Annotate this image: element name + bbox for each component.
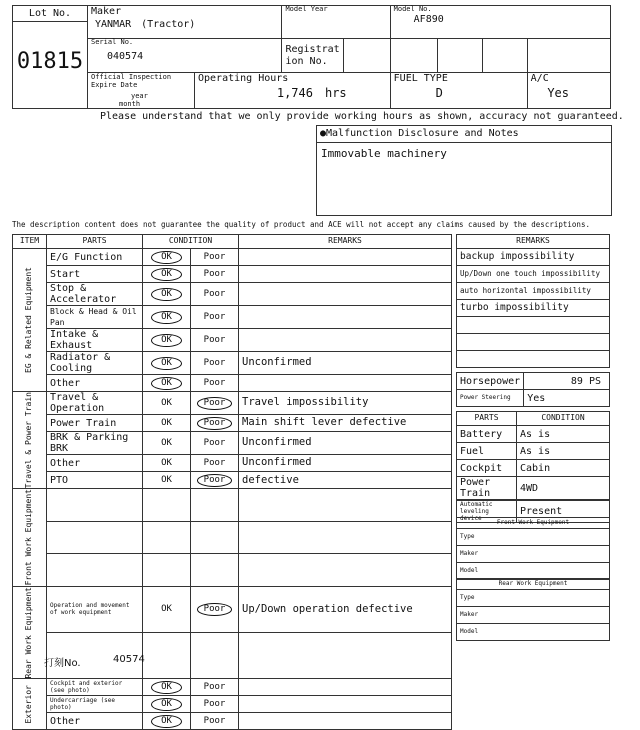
condition-ok: OK [151,377,182,390]
condition-poor-cell [191,432,239,455]
lot-cell [13,6,88,109]
table-row [13,713,452,730]
condition-ok: OK [161,398,172,409]
part-cell [47,266,143,283]
condition-ok-cell [143,489,191,521]
part-label: Start [50,268,81,280]
spec-part-label: Battery [457,426,517,443]
part-cell [47,455,143,472]
rear-type-label: Type [457,590,610,607]
rear-model-label: Model [457,624,610,641]
maker-value: YANMAR (Tractor) [95,19,196,30]
condition-poor-cell [191,713,239,730]
part-label: Cockpit and exterior (see photo) [50,680,123,695]
remark-cell: Unconfirmed [239,352,452,375]
specs-parts-table [456,411,610,500]
remark-cell [239,632,452,678]
model-year-cell [282,6,390,39]
part-label: Other [50,715,81,727]
condition-ok-cell [143,455,191,472]
condition-poor: Poor [197,603,233,616]
remark-cell [239,713,452,730]
part-label: BRK & Parking BRK [50,432,129,455]
hours-disclaimer: Please understand that we only provide working hours as shown, accuracy not guaranteed. [100,111,624,122]
table-row [13,586,452,632]
condition-ok: OK [161,418,172,429]
condition-poor-cell [191,375,239,392]
front-maker-label: Maker [457,546,610,563]
condition-ok-cell [143,329,191,352]
side-remarks-title: REMARKS [457,235,610,249]
header-condition: CONDITION [143,235,239,249]
condition-poor: Poor [203,358,226,369]
condition-ok: OK [151,681,182,694]
condition-ok-cell [143,306,191,329]
part-cell [47,249,143,266]
malfunction-text: Immovable machinery [321,147,447,160]
condition-ok: OK [151,251,182,264]
condition-poor-cell [191,283,239,306]
ac-value: Yes [547,86,569,100]
condition-ok-cell [143,679,191,696]
part-cell [47,432,143,455]
reg-box-2 [390,39,437,73]
side-remark-item: Up/Down one touch impossibility [457,266,610,283]
remark-cell [239,696,452,713]
item-group-cell [13,249,47,392]
table-row [13,306,452,329]
condition-ok: OK [151,268,182,281]
condition-poor: Poor [203,458,226,469]
condition-ok: OK [161,458,172,469]
condition-poor: Poor [203,716,226,727]
condition-ok-cell [143,632,191,678]
condition-poor-cell [191,632,239,678]
item-group-label: Rear Work Equipment [24,586,34,679]
condition-poor: Poor [203,682,226,693]
condition-ok-cell [143,392,191,415]
remark-cell [239,489,452,521]
serial-value: 040574 [107,50,144,62]
condition-ok-cell [143,352,191,375]
auto-leveling-value: Present [517,501,610,523]
part-label: Block & Head & Oil Pan [50,307,137,327]
month-label: month [119,99,141,108]
condition-poor: Poor [203,269,226,280]
serial-label: Serial No. [91,38,134,46]
part-cell [47,586,143,632]
remark-cell: Up/Down operation defective [239,586,452,632]
item-group-cell [13,586,47,679]
front-equipment-title: Front Work Equipment [457,518,610,529]
condition-ok-cell [143,521,191,553]
spec-part-value: 4WD [517,477,610,500]
condition-poor-cell [191,554,239,586]
model-no-label: Model No. [393,5,432,13]
inspection-label: Official Inspection Expire Date [91,73,172,89]
condition-poor: Poor [203,312,226,323]
side-remark-item [457,317,610,334]
header-remarks: REMARKS [239,235,452,249]
front-model-label: Model [457,563,610,580]
part-cell [47,306,143,329]
condition-ok: OK [151,288,182,301]
remark-cell: defective [239,472,452,489]
part-cell [47,375,143,392]
condition-ok-cell [143,249,191,266]
table-row [13,455,452,472]
item-group-label: Exterior [24,684,34,724]
part-cell [47,554,143,586]
item-group-cell [13,489,47,586]
condition-ok-cell [143,472,191,489]
table-row [13,266,452,283]
condition-poor-cell [191,696,239,713]
registration-label-cell [282,39,343,73]
hours-label: Operating Hours [198,73,289,84]
condition-poor: Poor [203,289,226,300]
remark-cell: Unconfirmed [239,455,452,472]
condition-ok: OK [161,438,172,449]
specs-parts-label: PARTS [457,412,517,426]
model-no-cell [390,6,610,39]
condition-poor: Poor [197,417,233,430]
malfunction-title: ●Malfunction Disclosure and Notes [317,126,611,143]
table-row [13,392,452,415]
lot-label: Lot No. [13,6,87,22]
side-remark-item: backup impossibility [457,249,610,266]
condition-ok-cell [143,432,191,455]
registration-label: Registrat ion No. [285,43,340,67]
auto-leveling-label: Automatic leveling device [457,501,517,523]
spec-part-label: Cockpit [457,460,517,477]
table-row [13,415,452,432]
power-steering-label: Power Steering [457,390,524,407]
hours-value: 1,746 hrs [276,86,347,100]
malfunction-box [316,125,612,216]
ac-label: A/C [530,73,549,84]
remark-cell [239,521,452,553]
condition-poor-cell [191,472,239,489]
table-row [13,554,452,586]
description-disclaimer: The description content does not guarantee the quality of product and ACE will not accept any claims caused by the descriptions. [12,220,590,229]
reg-box-3 [437,39,482,73]
remark-cell [239,249,452,266]
condition-poor: Poor [203,335,226,346]
fuel-value: D [435,86,443,100]
specs-table [456,372,610,407]
remark-cell [239,554,452,586]
maker-label: Maker [91,6,122,17]
remark-cell [239,283,452,306]
part-label: Undercarriage (see photo) [50,697,116,712]
side-remark-item: auto horizontal impossibility [457,283,610,300]
power-steering-value: Yes [524,390,610,407]
remark-cell: Main shift lever defective [239,415,452,432]
specs-condition-label: CONDITION [517,412,610,426]
spec-part-value: As is [517,426,610,443]
part-cell [47,679,143,696]
condition-poor-cell [191,249,239,266]
lot-number: 01815 [16,49,84,74]
part-label: E/G Function [50,251,123,263]
condition-poor: Poor [203,252,226,263]
remark-cell: Travel impossibility [239,392,452,415]
table-row [13,249,452,266]
condition-ok-cell [143,266,191,283]
spec-part-label: Fuel [457,443,517,460]
table-row [13,432,452,455]
side-remark-item: turbo impossibility [457,300,610,317]
condition-ok: OK [151,311,182,324]
item-group-cell [13,679,47,730]
condition-poor-cell [191,521,239,553]
rear-equipment-table [456,578,610,641]
spec-part-label: Power Train [457,477,517,500]
inspection-cell [88,73,195,109]
table-row [13,472,452,489]
part-cell [47,283,143,306]
part-cell [47,713,143,730]
condition-poor-cell [191,489,239,521]
part-cell [47,489,143,521]
model-no-value: AF890 [413,13,444,25]
serial-cell [88,39,282,73]
front-equipment-table [456,517,610,580]
table-row [13,679,452,696]
condition-ok: OK [151,698,182,711]
table-row [13,329,452,352]
part-label: Other [50,457,81,469]
condition-ok: OK [151,334,182,347]
condition-ok-cell [143,713,191,730]
front-type-label: Type [457,529,610,546]
condition-poor-cell [191,455,239,472]
condition-ok: OK [151,357,182,370]
condition-poor-cell [191,679,239,696]
part-cell [47,329,143,352]
horsepower-label: Horsepower [457,373,524,390]
part-label: Travel & Operation [50,392,105,415]
remark-cell [239,306,452,329]
part-label: Operation and movement of work equipment [50,602,130,617]
condition-poor-cell [191,415,239,432]
remark-cell: Unconfirmed [239,432,452,455]
spec-part-value: As is [517,443,610,460]
condition-poor-cell [191,306,239,329]
part-label: Other [50,377,81,389]
rear-equipment-title: Rear Work Equipment [457,579,610,590]
table-row [13,375,452,392]
condition-poor: Poor [203,438,226,449]
remark-cell [239,375,452,392]
hours-cell [195,73,391,109]
part-label: Power Train [50,417,117,429]
header-parts: PARTS [47,235,143,249]
part-cell [47,521,143,553]
remark-cell [239,329,452,352]
part-cell [47,472,143,489]
part-label: Stop & Accelerator [50,283,117,305]
table-row [13,696,452,713]
condition-ok-cell [143,586,191,632]
rear-maker-label: Maker [457,607,610,624]
fuel-label: FUEL TYPE [393,73,448,84]
year-label: year [131,92,148,100]
condition-poor: Poor [197,474,233,487]
item-group-label: Front Work Equipment [24,489,34,586]
fuel-cell [390,73,527,109]
part-label: PTO [50,474,69,486]
header-item: ITEM [13,235,47,249]
side-remark-item [457,334,610,351]
condition-ok: OK [161,604,172,615]
table-row [13,521,452,553]
condition-poor-cell [191,352,239,375]
side-remark-item [457,351,610,368]
table-row [13,489,452,521]
reg-box-4 [482,39,527,73]
maker-cell [88,6,282,39]
condition-poor: Poor [203,378,226,389]
condition-poor-cell [191,266,239,283]
header-table [12,5,611,109]
side-remarks-table [456,234,610,368]
condition-ok: OK [151,715,182,728]
model-year-label: Model Year [285,5,328,13]
part-cell [47,696,143,713]
table-row [13,283,452,306]
remark-cell [239,266,452,283]
part-cell [47,352,143,375]
item-group-label: Travel & Power Train [24,392,34,489]
condition-ok-cell [143,375,191,392]
spec-part-value: Cabin [517,460,610,477]
condition-ok: OK [161,475,172,486]
condition-ok-cell [143,696,191,713]
part-cell [47,415,143,432]
stamp-value: 40574 [113,654,145,665]
condition-ok-cell [143,283,191,306]
condition-poor-cell [191,392,239,415]
condition-ok-cell [143,415,191,432]
remark-cell [239,679,452,696]
part-label: Radiator & Cooling [50,352,111,374]
horsepower-value: 89 PS [524,373,610,390]
part-label: Intake & Exhaust [50,329,99,351]
table-row [13,352,452,375]
condition-poor: Poor [203,699,226,710]
part-cell [47,392,143,415]
condition-poor-cell [191,329,239,352]
condition-poor-cell [191,586,239,632]
reg-box-1 [343,39,390,73]
item-group-label: EG & Related Equipment [24,267,34,373]
item-group-cell [13,392,47,489]
ac-cell [527,73,610,109]
condition-ok-cell [143,554,191,586]
stamp-label: 打刻No. [44,658,81,669]
condition-poor: Poor [197,397,233,410]
reg-box-5 [527,39,610,73]
